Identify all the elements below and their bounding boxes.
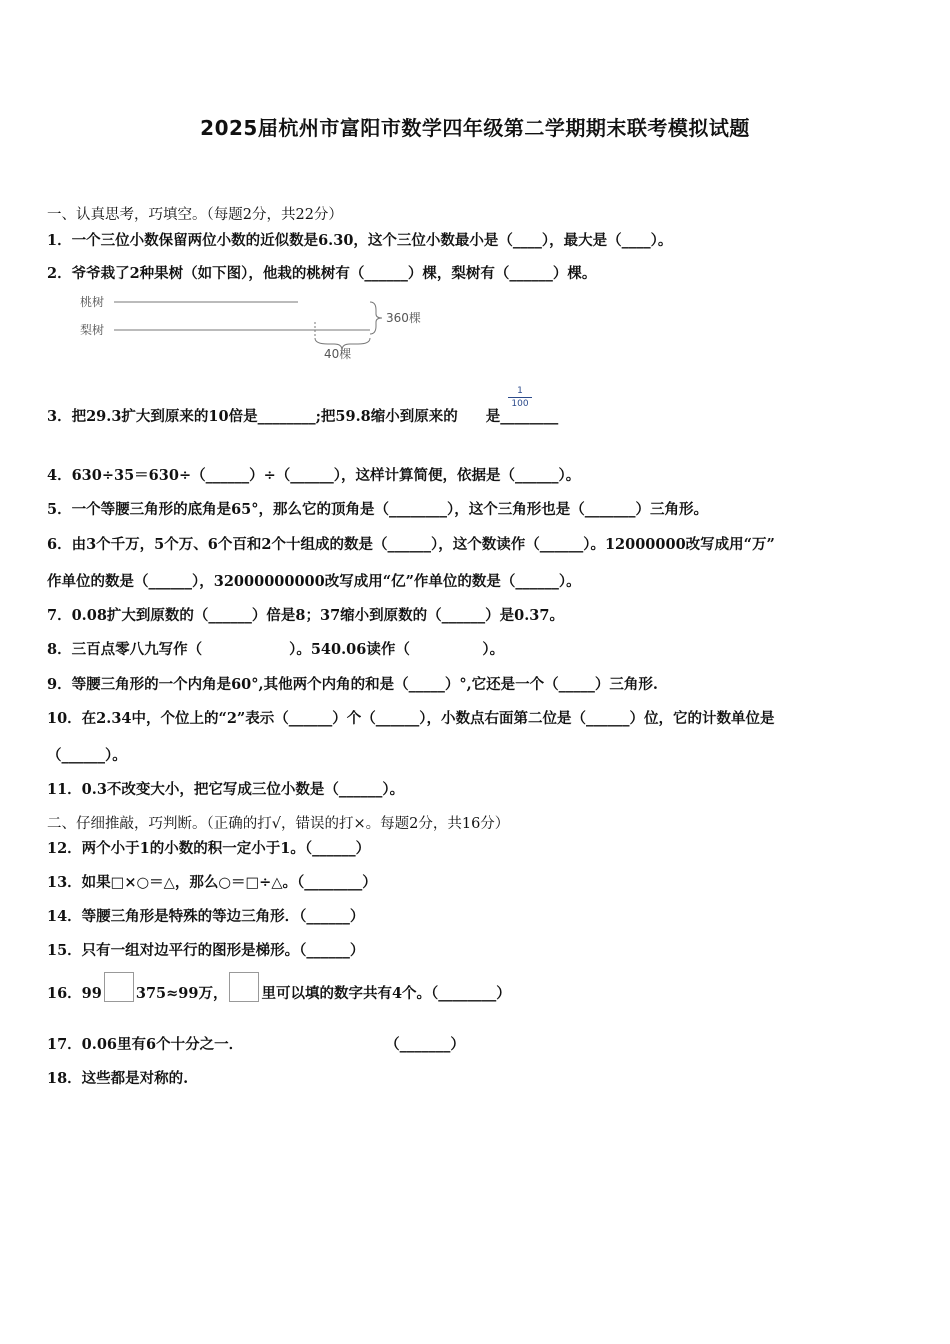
question-10-line-1: 10．在2.34中，个位上的“2”表示（______）个（______），小数点右面第二位是（______）位，它的计数单位是 (47, 710, 775, 727)
question-12: 12．两个小于1的小数的积一定小于1。（______） (47, 840, 371, 857)
question-2: 2．爷爷栽了2种果树（如下图），他栽的桃树有（______）棵，梨树有（______）棵。 (47, 265, 597, 282)
question-17-answer: （_______） (385, 1036, 465, 1053)
question-4: 4．630÷35＝630÷（______）÷（______），这样计算简便，依据是（______）。 (47, 467, 581, 484)
question-6-line-1: 6．由3个千万，5个万、6个百和2个十组成的数是（______），这个数读作（______）。12000000改写成用“万” (47, 536, 775, 553)
fraction-denominator: 100 (511, 399, 529, 409)
fraction-one-hundredth (508, 386, 532, 409)
pear-label: 梨树 (80, 323, 105, 337)
question-15: 15．只有一组对边平行的图形是梯形。（______） (47, 942, 365, 959)
question-16-part-a: 16．99 (47, 985, 102, 1002)
total-brace (370, 302, 382, 334)
question-10-line-2: （______）。 (47, 747, 127, 764)
question-3-part-a: 3．把29.3扩大到原来的10倍是________;把59.8缩小到原来的 (47, 408, 458, 425)
question-17 (47, 1033, 465, 1054)
question-16-part-b: 375≈99万， (135, 985, 228, 1002)
diff-label: 40棵 (324, 347, 352, 361)
question-14: 14．等腰三角形是特殊的等边三角形．（______） (47, 908, 365, 925)
tree-diagram (78, 292, 438, 362)
question-17-text: 17．0.06里有6个十分之一． (47, 1036, 244, 1053)
question-9: 9．等腰三角形的一个内角是60°,其他两个内角的和是（_____）°,它还是一个（_____）三角形. (47, 676, 658, 693)
total-label: 360棵 (386, 311, 421, 325)
peach-label: 桃树 (80, 295, 105, 309)
blank-box-2[interactable] (229, 972, 259, 1002)
question-8: 8．三百点零八九写作（ ）。540.06读作（ ）。 (47, 641, 505, 658)
question-11: 11．0.3不改变大小，把它写成三位小数是（______）。 (47, 781, 405, 798)
fraction-bar (508, 397, 532, 398)
question-7: 7．0.08扩大到原数的（______）倍是8；37缩小到原数的（______）是0.37。 (47, 607, 564, 624)
blank-box-1[interactable] (104, 972, 134, 1002)
question-16 (47, 972, 511, 1003)
question-3-part-b: 是________ (485, 408, 559, 425)
section-2-heading: 二、仔细推敲，巧判断。（正确的打√，错误的打×。每题2分，共16分） (47, 816, 510, 832)
question-5: 5．一个等腰三角形的底角是65°，那么它的顶角是（________），这个三角形也是（_______）三角形。 (47, 501, 709, 518)
question-1: 1．一个三位小数保留两位小数的近似数是6.30，这个三位小数最小是（____），最大是（____）。 (47, 232, 673, 249)
page-title: 2025届杭州市富阳市数学四年级第二学期期末联考模拟试题 (200, 116, 750, 140)
question-6-line-2: 作单位的数是（______），32000000000改写成用“亿”作单位的数是（______）。 (47, 573, 581, 590)
question-3 (47, 405, 558, 426)
question-16-part-c: 里可以填的数字共有4个。（________） (261, 985, 511, 1002)
question-13: 13．如果□×○＝△，那么○＝□÷△。（________） (47, 874, 377, 891)
question-18: 18．这些都是对称的. (47, 1070, 189, 1087)
section-1-heading: 一、认真思考，巧填空。（每题2分，共22分） (47, 207, 343, 223)
fraction-numerator: 1 (517, 386, 523, 396)
